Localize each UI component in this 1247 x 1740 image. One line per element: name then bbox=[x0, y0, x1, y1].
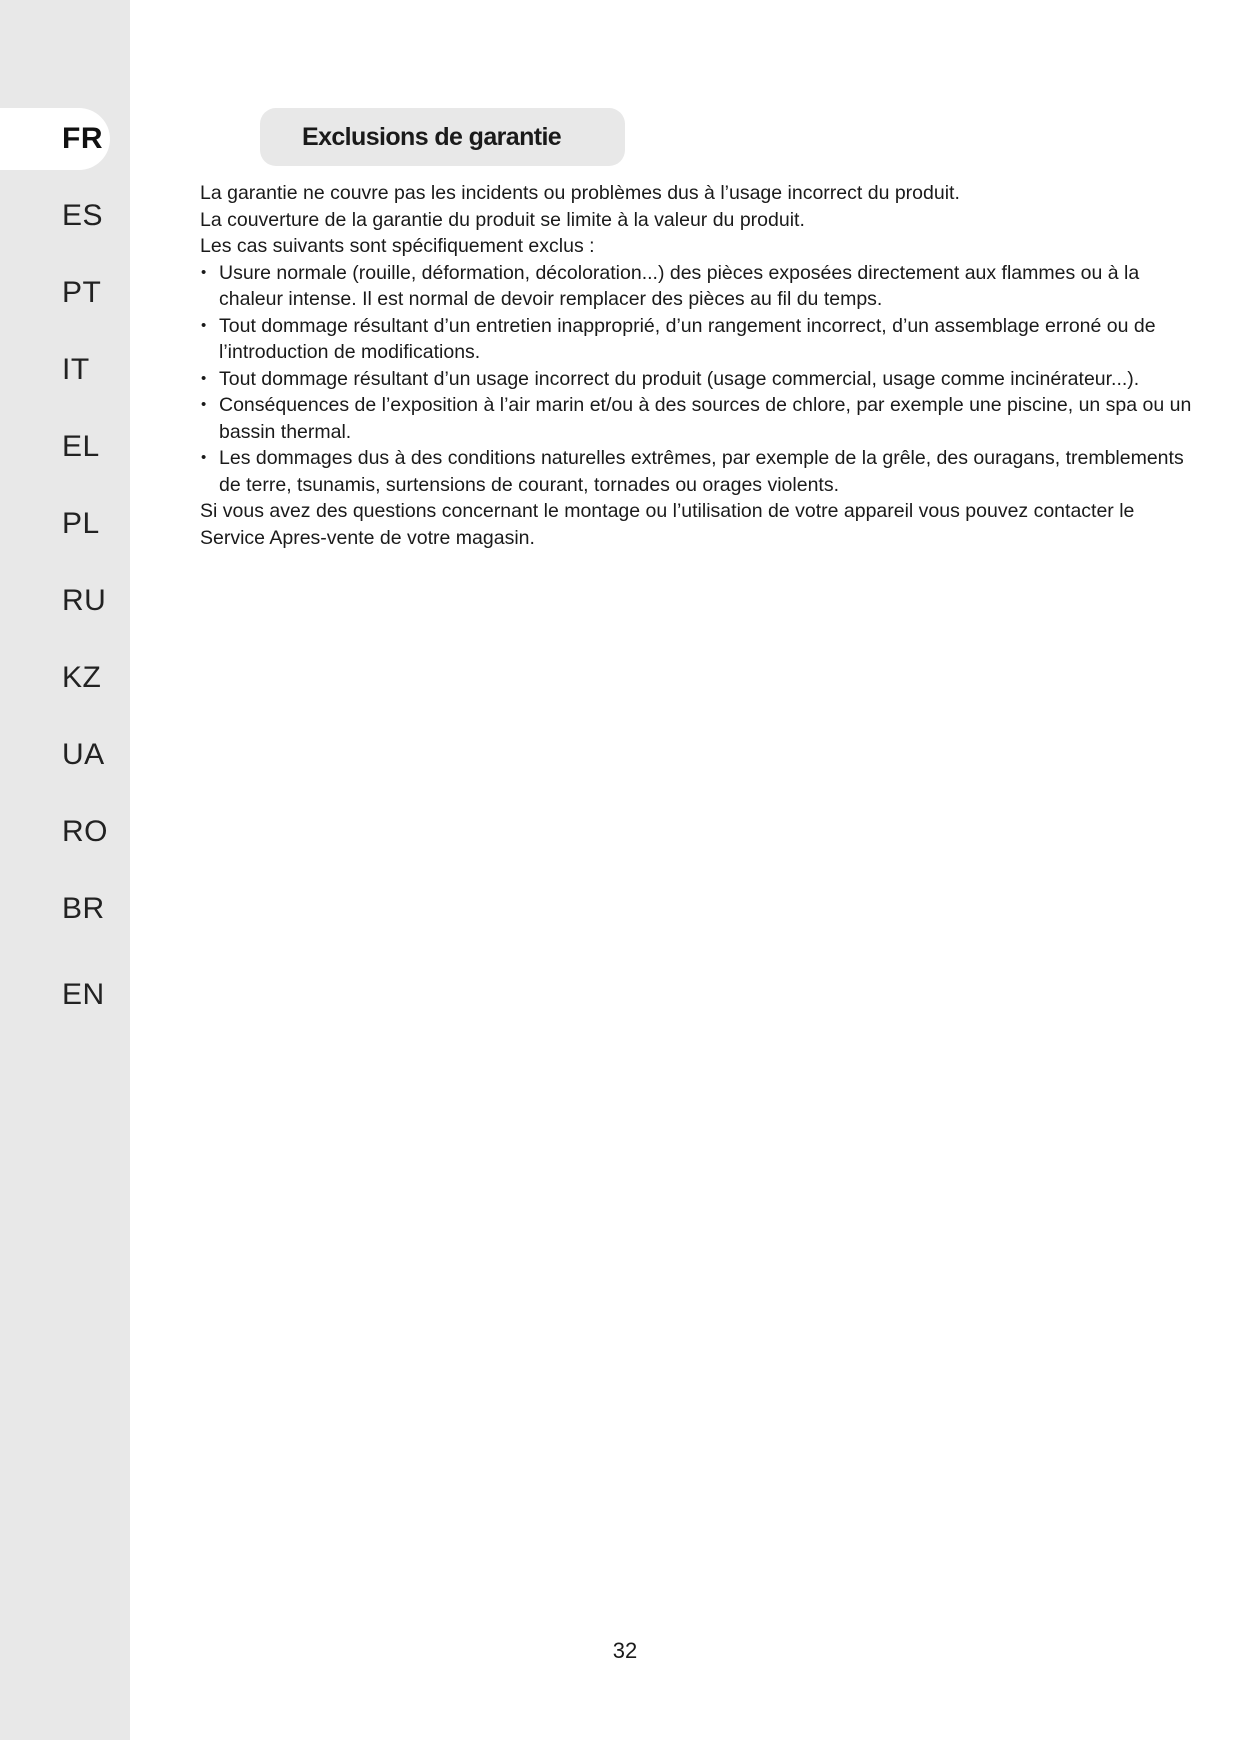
language-sidebar bbox=[0, 0, 130, 1740]
section-title: Exclusions de garantie bbox=[302, 122, 562, 151]
closing-paragraph: Si vous avez des questions concernant le montage ou l’utilisation de votre appareil vous pouvez contacter le Service Apres-vente de votre magasin. bbox=[200, 500, 1135, 549]
lang-tab-it[interactable]: IT bbox=[62, 353, 90, 386]
intro-line: La couverture de la garantie du produit se limite à la valeur du produit. bbox=[200, 208, 805, 231]
lang-tab-ro[interactable]: RO bbox=[62, 815, 108, 848]
lang-tab-kz[interactable]: KZ bbox=[62, 661, 102, 694]
page-number: 32 bbox=[612, 1638, 638, 1663]
section-header bbox=[260, 108, 625, 166]
lang-tab-br[interactable]: BR bbox=[62, 892, 105, 925]
list-item: • Les dommages dus à des conditions naturelles extrêmes, par exemple de la grêle, des ouragans, tremblements de terre, tsunamis, surtensions de courant, tornades ou orages violents. bbox=[200, 445, 1200, 498]
warranty-text bbox=[200, 180, 1200, 551]
lang-tab-el[interactable]: EL bbox=[62, 430, 100, 463]
lang-tab-es[interactable]: ES bbox=[62, 199, 104, 232]
list-item: • Tout dommage résultant d’un entretien inapproprié, d’un rangement incorrect, d’un assemblage erroné ou de l’introduction de modifications. bbox=[200, 313, 1200, 366]
list-item: • Tout dommage résultant d’un usage incorrect du produit (usage commercial, usage comme incinérateur...). bbox=[200, 366, 1200, 393]
lang-tab-pl[interactable]: PL bbox=[62, 507, 100, 540]
lang-tab-pt[interactable]: PT bbox=[62, 276, 102, 309]
list-item: • Usure normale (rouille, déformation, décoloration...) des pièces exposées directement aux flammes ou à la chaleur intense. Il est normal de devoir remplacer des pièces au fil du temps. bbox=[200, 260, 1200, 313]
intro-line: La garantie ne couvre pas les incidents ou problèmes dus à l’usage incorrect du produit. bbox=[200, 182, 960, 204]
lang-tab-en[interactable]: EN bbox=[62, 978, 105, 1011]
lang-tab-ua[interactable]: UA bbox=[62, 738, 105, 771]
exclusions-list bbox=[200, 260, 1200, 499]
lang-tab-ru[interactable]: RU bbox=[62, 584, 107, 617]
list-item: • Conséquences de l’exposition à l’air marin et/ou à des sources de chlore, par exemple une piscine, un spa ou un bassin thermal. bbox=[200, 392, 1200, 445]
intro-line: Les cas suivants sont spécifiquement exclus : bbox=[200, 235, 595, 257]
lang-tab-fr[interactable]: FR bbox=[0, 108, 110, 170]
